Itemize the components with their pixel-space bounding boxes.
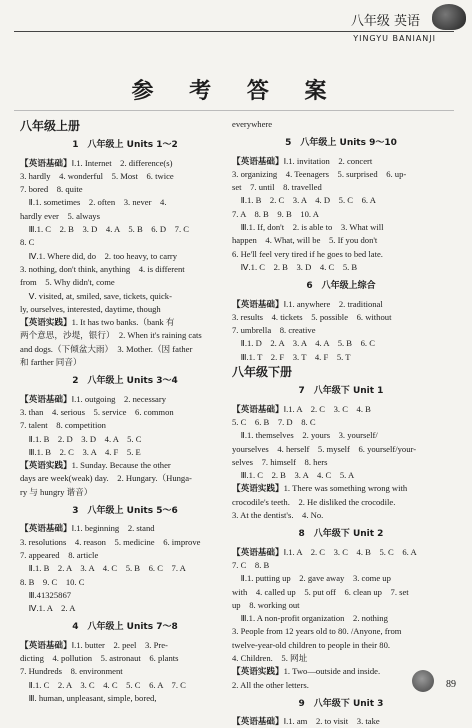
section-tag: 【英语基础】 — [20, 157, 72, 168]
answer-line — [20, 536, 230, 549]
answer-line — [20, 223, 230, 236]
answer-line — [20, 433, 230, 446]
header-rule — [14, 31, 454, 32]
page-header — [0, 0, 472, 43]
answer-line — [232, 181, 450, 194]
answer-text: 7. A 8. B 9. B 10. A — [232, 208, 319, 219]
answer-line — [20, 343, 230, 356]
unit-heading: 8 八年级下 Unit 2 — [298, 529, 384, 540]
answer-line — [232, 559, 450, 572]
answer-text: set 7. until 8. travelled — [232, 182, 322, 193]
answer-text: 6. He'll feel very tired if he goes to bed late. — [232, 248, 383, 259]
answer-line — [20, 472, 230, 485]
section-tag: 【英语实践】 — [232, 483, 284, 494]
answer-line — [20, 562, 230, 575]
section-tag: 【英语实践】 — [20, 317, 72, 328]
answer-line — [232, 351, 450, 364]
answer-line — [20, 459, 230, 472]
unit-heading: 6 八年级上综合 — [306, 281, 376, 292]
answer-line — [232, 456, 450, 469]
answer-line — [20, 393, 230, 406]
answer-text: 4. Children. 5. 网址 — [232, 652, 308, 663]
section-tag: 【英语实践】 — [20, 460, 72, 471]
answer-text: days are week(weak) day. 2. Hungary.（Hunga- — [20, 473, 192, 484]
answer-text: Ⅲ.1. C 2. B 3. A 4. C 5. A — [232, 470, 355, 481]
answer-text: 3. At the dentist's. 4. No. — [232, 510, 324, 521]
answer-line — [20, 303, 230, 316]
answer-text: 两个意思，沙堤，银行） 2. When it's raining cats — [20, 330, 202, 341]
header-pinyin: YINGYU BANIANJI — [353, 34, 436, 43]
answer-text: 1. Sunday. Because the other — [71, 460, 171, 471]
answer-line — [20, 522, 230, 535]
answer-line — [232, 652, 450, 665]
answer-text: selves 7. himself 8. hers — [232, 456, 328, 467]
answer-text: and dogs.（下倾盆大雨） 3. Mother.（因 father — [20, 343, 193, 354]
answer-text: hardly ever 5. always — [20, 210, 100, 221]
answer-text: 8. C — [20, 237, 35, 248]
section-tag: 【英语基础】 — [232, 298, 284, 309]
answer-line — [232, 221, 450, 234]
answer-text: 1. It has two banks.（bank 有 — [71, 317, 175, 328]
answer-line — [20, 446, 230, 459]
answer-text: Ⅰ.1. butter 2. peel 3. Pre- — [71, 639, 168, 650]
answer-text: 7. talent 8. competition — [20, 420, 106, 431]
answer-line — [232, 509, 450, 522]
answer-line — [232, 469, 450, 482]
answer-text: Ⅱ.1. C 2. A 3. C 4. C 5. C 6. A 7. C — [20, 679, 186, 690]
answer-text: crocodile's teeth. 2. He disliked the crocodile. — [232, 496, 396, 507]
answer-text: Ⅰ.1. outgoing 2. necessary — [71, 393, 167, 404]
section-tag: 【英语基础】 — [232, 155, 284, 166]
answer-line — [20, 549, 230, 562]
section-tag: 【英语基础】 — [232, 403, 284, 414]
answer-line — [20, 679, 230, 692]
answer-line — [232, 443, 450, 456]
answer-line — [20, 170, 230, 183]
answer-text: dicting 4. pollution 5. astronaut 6. plants — [20, 652, 179, 663]
answer-text: 8. B 9. C 10. C — [20, 576, 85, 587]
answer-line — [232, 599, 450, 612]
answer-text: Ⅴ. visited, at, smiled, save, tickets, quick- — [20, 290, 172, 301]
cartoon-character-icon — [432, 4, 466, 30]
page-number: 89 — [446, 679, 456, 690]
answer-line — [232, 572, 450, 585]
answer-line — [232, 118, 450, 131]
answer-text: Ⅲ.1. T 2. F 3. T 4. F 5. T — [232, 351, 351, 362]
title-divider — [14, 110, 454, 111]
answer-line — [20, 692, 230, 705]
answer-line — [20, 356, 230, 369]
answer-line — [232, 612, 450, 625]
section-tag: 【英语基础】 — [20, 393, 72, 404]
answer-line — [232, 625, 450, 638]
answer-line — [232, 298, 450, 311]
answer-line — [20, 486, 230, 499]
answer-text: Ⅲ.1. A non-profit organization 2. nothing — [232, 613, 388, 624]
answer-line — [20, 329, 230, 342]
answer-text: Ⅰ.1. A 2. C 3. C 4. B — [283, 403, 371, 414]
unit-heading: 3 八年级上 Units 5～6 — [72, 506, 178, 517]
unit-heading: 9 八年级下 Unit 3 — [298, 698, 384, 709]
answer-line — [20, 419, 230, 432]
answer-text: happen 4. What, will be 5. If you don't — [232, 235, 378, 246]
section-heading: 八年级下册 — [232, 365, 293, 380]
answer-line — [232, 324, 450, 337]
answer-text: 5. C 6. B 7. D 8. C — [232, 416, 316, 427]
answer-text: Ⅱ.1. B 2. C 3. A 4. D 5. C 6. A — [232, 195, 376, 206]
answer-line — [20, 639, 230, 652]
answer-text: 3. organizing 4. Teenagers 5. surprised 6. up- — [232, 168, 407, 179]
unit-heading: 4 八年级上 Units 7～8 — [72, 622, 178, 633]
page-title: 参 考 答 案 — [131, 78, 341, 104]
answer-line — [20, 157, 230, 170]
answer-line — [232, 194, 450, 207]
answer-line — [232, 639, 450, 652]
answer-text: 7. appeared 8. article — [20, 549, 99, 560]
answer-line — [232, 496, 450, 509]
answer-line — [232, 208, 450, 221]
answer-line — [20, 276, 230, 289]
answer-text: Ⅰ.1. Internet 2. difference(s) — [71, 157, 173, 168]
answer-text: 2. All the other letters. — [232, 679, 309, 690]
answer-text: Ⅳ.1. C 2. B 3. D 4. C 5. B — [232, 261, 358, 272]
section-heading: 八年级上册 — [20, 119, 81, 133]
answer-text: 3. than 4. serious 5. service 6. common — [20, 406, 174, 417]
answer-line — [232, 429, 450, 442]
answer-text: Ⅰ.1. invitation 2. concert — [283, 155, 373, 166]
answer-text: Ⅲ.1. B 2. C 3. A 4. F 5. E — [20, 446, 141, 457]
answer-text: Ⅱ.1. B 2. D 3. D 4. A 5. C — [20, 433, 142, 444]
section-tag: 【英语基础】 — [20, 639, 72, 650]
answer-line — [20, 316, 230, 329]
answer-line — [232, 546, 450, 559]
answer-line — [20, 602, 230, 615]
answer-text: 7. bored 8. quite — [20, 184, 83, 195]
answer-line — [20, 196, 230, 209]
answer-text: Ⅱ.1. sometimes 2. often 3. never 4. — [20, 197, 167, 208]
answer-text: Ⅳ.1. A 2. A — [20, 603, 76, 614]
answer-text: 3. People from 12 years old to 80. /Anyone, from — [232, 626, 402, 637]
answer-line — [232, 482, 450, 495]
answer-line — [20, 589, 230, 602]
unit-heading: 5 八年级上 Units 9～10 — [285, 138, 397, 149]
unit-heading: 1 八年级上 Units 1～2 — [72, 140, 178, 151]
answer-text: 3. results 4. tickets 5. possible 6. without — [232, 311, 392, 322]
section-tag: 【英语基础】 — [232, 716, 284, 727]
answer-line — [20, 250, 230, 263]
answer-text: Ⅱ.1. putting up 2. gave away 3. come up — [232, 573, 391, 584]
answer-text: everywhere — [232, 119, 273, 129]
answer-text: 3. nothing, don't think, anything 4. is different — [20, 263, 185, 274]
answer-text: 7. umbrella 8. creative — [232, 325, 316, 336]
answer-text: 7. Hundreds 8. environment — [20, 666, 123, 677]
answer-text: 1. Two—outside and inside. — [283, 666, 381, 677]
answer-text: Ⅱ.1. B 2. A 3. A 4. C 5. B 6. C 7. A — [20, 563, 186, 574]
answer-line — [232, 155, 450, 168]
answer-line — [20, 665, 230, 678]
unit-heading: 2 八年级上 Units 3～4 — [72, 376, 178, 387]
answer-text: with 4. called up 5. put off 6. clean up 7. set — [232, 586, 409, 597]
answer-line — [20, 576, 230, 589]
answer-text: Ⅰ.1. am 2. to visit 3. take — [283, 716, 380, 727]
answer-line — [232, 234, 450, 247]
answer-text: Ⅲ.1. If, don't 2. is able to 3. What will — [232, 222, 384, 233]
answer-text: yourselves 4. herself 5. myself 6. yourself/your- — [232, 443, 417, 454]
answer-line — [232, 248, 450, 261]
answer-text: Ⅰ.1. A 2. C 3. C 4. B 5. C 6. A — [283, 546, 417, 557]
answer-text: Ⅳ.1. Where did, do 2. too heavy, to carry — [20, 250, 178, 261]
answer-line — [232, 586, 450, 599]
section-tag: 【英语实践】 — [232, 666, 284, 677]
answer-text: ry 与 hungry 谐音） — [20, 486, 93, 497]
answer-line — [20, 236, 230, 249]
header-grade: 八年级 英语 — [350, 14, 420, 29]
answer-line — [232, 311, 450, 324]
answer-text: twelve-year-old children to people in their 80. — [232, 639, 391, 650]
answer-text: Ⅲ. human, unpleasant, simple, bored, — [20, 692, 157, 703]
answer-text: Ⅰ.1. anywhere 2. traditional — [283, 298, 383, 309]
section-tag: 【英语基础】 — [20, 523, 72, 534]
answer-text: ly, ourselves, interested, daytime, though — [20, 303, 161, 314]
answer-line — [232, 168, 450, 181]
answer-text: Ⅰ.1. beginning 2. stand — [71, 523, 155, 534]
answer-line — [232, 715, 450, 728]
answer-text: up 8. working out — [232, 599, 300, 610]
answer-line — [20, 210, 230, 223]
answer-text: from 5. Why didn't, come — [20, 277, 115, 288]
answer-line — [20, 290, 230, 303]
answer-text: 7. C 8. B — [232, 559, 270, 570]
answer-line — [20, 183, 230, 196]
answer-line — [20, 263, 230, 276]
section-tag: 【英语基础】 — [232, 546, 284, 557]
mascot-icon — [412, 670, 434, 692]
answer-line — [232, 261, 450, 274]
answer-text: Ⅲ.1. C 2. B 3. D 4. A 5. B 6. D 7. C — [20, 224, 189, 235]
unit-heading: 7 八年级下 Unit 1 — [298, 386, 384, 397]
answer-column-right — [232, 118, 450, 728]
answer-line — [232, 403, 450, 416]
answer-text: Ⅱ.1. themselves 2. yours 3. yourself/ — [232, 430, 378, 441]
answer-column-left — [20, 118, 230, 705]
answer-text: 和 farther 同音） — [20, 357, 82, 368]
answer-line — [232, 337, 450, 350]
answer-text: 3. hardly 4. wonderful 5. Most 6. twice — [20, 170, 174, 181]
answer-line — [20, 652, 230, 665]
answer-text: 1. There was something wrong with — [283, 483, 408, 494]
answer-line — [232, 416, 450, 429]
answer-text: 3. resolutions 4. reason 5. medicine 6. improve — [20, 536, 201, 547]
answer-text: Ⅲ.41325867 — [20, 589, 72, 600]
answer-line — [20, 406, 230, 419]
answer-text: Ⅱ.1. D 2. A 3. A 4. A 5. B 6. C — [232, 338, 375, 349]
